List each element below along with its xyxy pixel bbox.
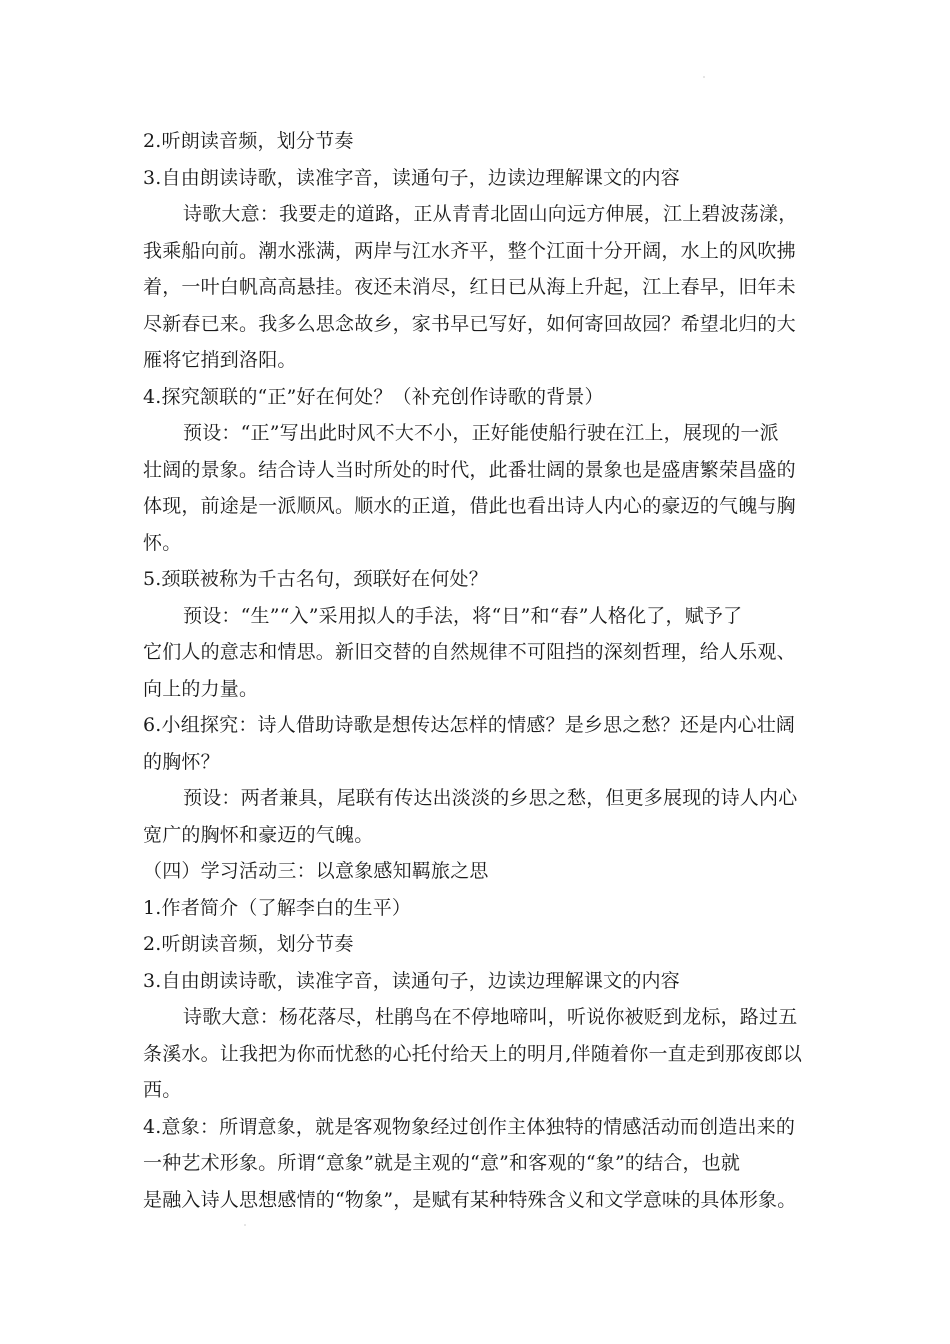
text-line: 3.自由朗读诗歌，读准字音，读通句子，边读边理解课文的内容 [143, 969, 680, 992]
top-mark: ˙ [702, 76, 706, 85]
text-line: 宽广的胸怀和豪迈的气魄。 [143, 823, 374, 846]
text-line: 着，一叶白帆高高悬挂。夜还未消尽，红日已从海上升起，江上春早，旧年未 [143, 276, 796, 298]
text-line: 2.听朗读音频，划分节奏 [143, 933, 354, 955]
text-line: 壮阔的景象。结合诗人当时所处的时代，此番壮阔的景象也是盛唐繁荣昌盛的 [143, 458, 796, 481]
text-line: 2.听朗读音频，划分节奏 [143, 130, 354, 152]
text-line: 诗歌大意：我要走的道路，正从青青北固山向远方伸展，江上碧波荡漾， [183, 203, 798, 225]
text-line: 条溪水。让我把为你而忧愁的心托付给天上的明月,伴随着你一直走到那夜郎以 [143, 1042, 803, 1065]
text-line: 它们人的意志和情思。新旧交替的自然规律不可阻挡的深刻哲理，给人乐观、 [143, 641, 796, 663]
text-line: （四）学习活动三：以意象感知羁旅之思 [143, 860, 489, 882]
document-body [143, 123, 823, 1218]
text-line: 诗歌大意：杨花落尽，杜鹃鸟在不停地啼叫，听说你被贬到龙标，路过五 [183, 1006, 798, 1028]
text-line: 预设：“生”“入”采用拟人的手法，将“日”和“春”人格化了，赋予了 [183, 604, 743, 627]
text-line: 是融入诗人思想感情的“物象”，是赋有某种特殊含义和文学意味的具体形象。 [143, 1188, 797, 1211]
text-line: 我乘船向前。潮水涨满，两岸与江水齐平，整个江面十分开阔，水上的风吹拂 [143, 239, 796, 262]
text-line: 一种艺术形象。所谓“意象”就是主观的“意”和客观的“象”的结合，也就 [143, 1152, 741, 1174]
text-line: 1.作者简介（了解李白的生平） [143, 896, 412, 919]
text-line: 4.探究颔联的“正”好在何处？（补充创作诗歌的背景） [143, 385, 604, 408]
text-line: 怀。 [143, 531, 182, 554]
text-line: 预设：“正”写出此时风不大不小，正好能使船行驶在江上，展现的一派 [183, 422, 779, 444]
text-line: 西。 [143, 1079, 182, 1101]
text-line: 3.自由朗读诗歌，读准字音，读通句子，边读边理解课文的内容 [143, 166, 680, 189]
text-line: 雁将它捎到洛阳。 [143, 349, 297, 371]
text-line: 4.意象：所谓意象，就是客观物象经过创作主体独特的情感活动而创造出来的 [143, 1115, 796, 1138]
text-line: 预设：两者兼具，尾联有传达出淡淡的乡思之愁，但更多展现的诗人内心 [183, 787, 798, 809]
text-line: 向上的力量。 [143, 677, 259, 700]
text-line: 5.颈联被称为千古名句，颈联好在何处？ [143, 568, 488, 590]
text-line: 体现，前途是一派顺风。顺水的正道，借此也看出诗人内心的豪迈的气魄与胸 [143, 495, 796, 517]
text-line: 尽新春已来。我多么思念故乡，家书早已写好，如何寄回故园？希望北归的大 [143, 312, 796, 335]
text-line: 6.小组探究：诗人借助诗歌是想传达怎样的情感？是乡思之愁？还是内心壮阔 [143, 714, 796, 736]
text-line: 的胸怀？ [143, 750, 220, 773]
bottom-mark: ˙ [243, 1224, 247, 1233]
